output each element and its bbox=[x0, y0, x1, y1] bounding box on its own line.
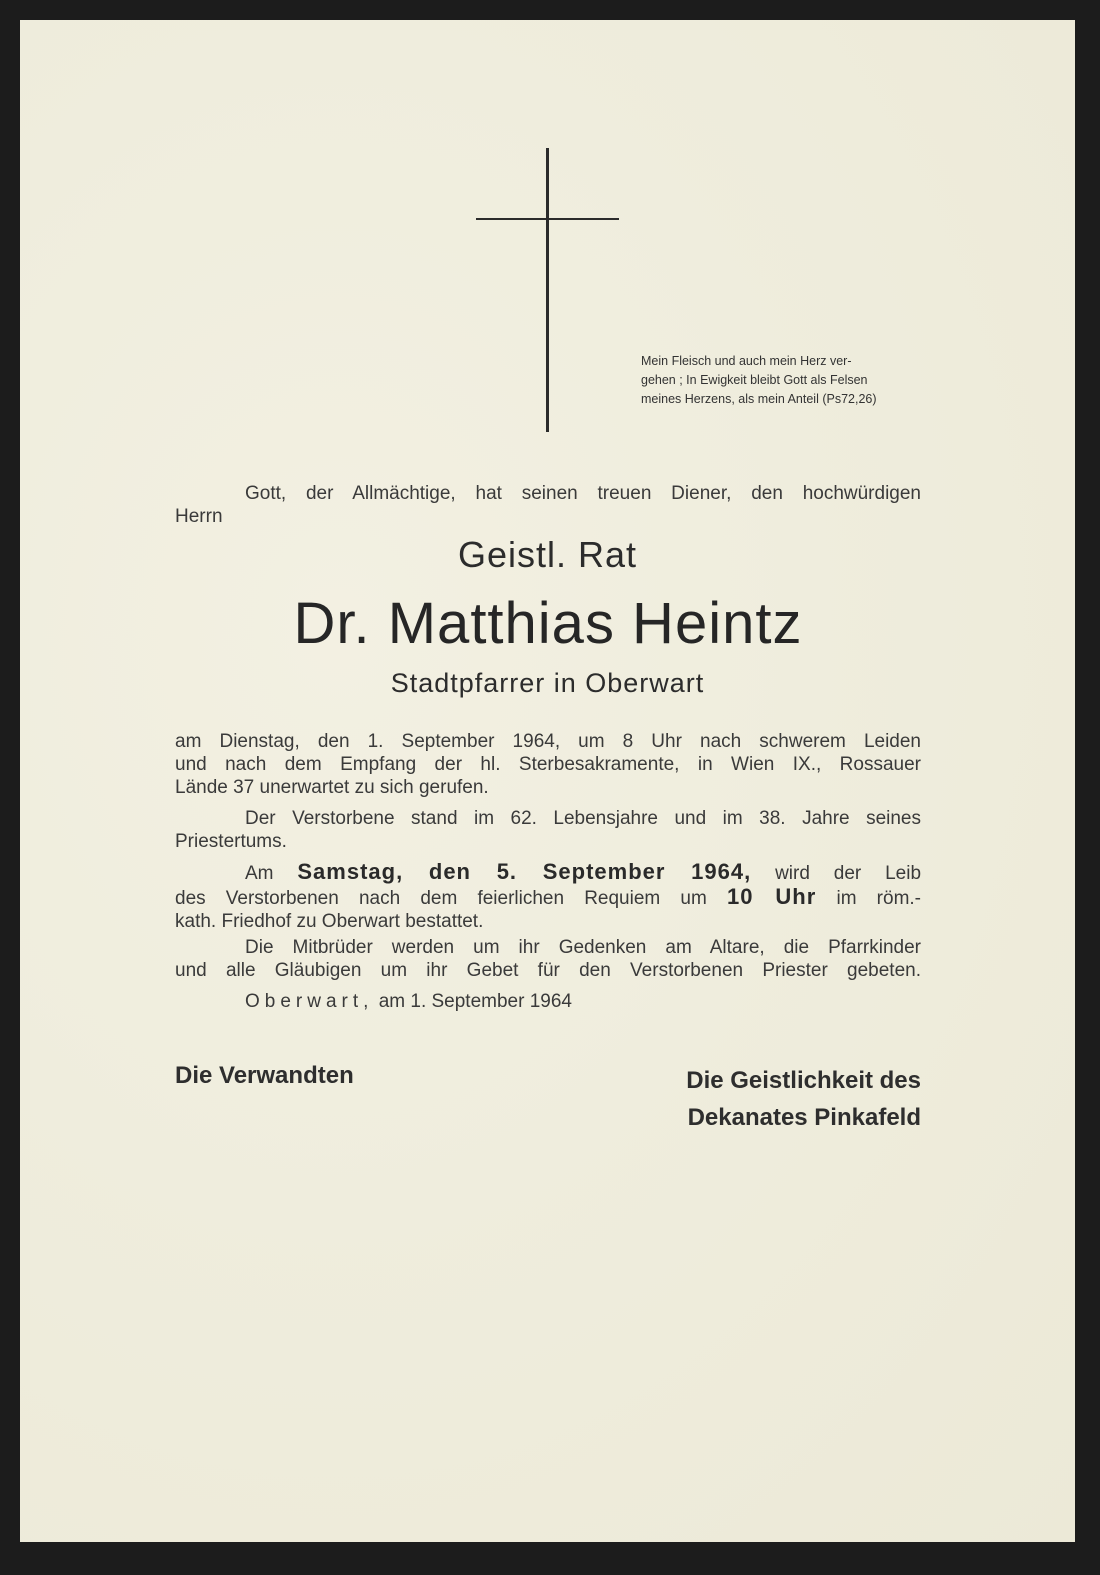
cross-icon-horizontal bbox=[476, 218, 619, 220]
psalm-line: gehen ; In Ewigkeit bleibt Gott als Felsen bbox=[641, 373, 868, 387]
burial-time: 10 Uhr bbox=[726, 884, 817, 909]
burial-pre: Am bbox=[245, 863, 274, 884]
remembrance-paragraph bbox=[175, 936, 921, 982]
signature-relatives: Die Verwandten bbox=[175, 1062, 354, 1089]
death-line: am Dienstag, den 1. September 1964, um 8 Uhr nach schwerem Leiden bbox=[175, 731, 921, 752]
burial-post: wird der Leib bbox=[775, 863, 922, 884]
burial-line2-pre: des Verstorbenen nach dem feierlichen Requiem um bbox=[175, 888, 707, 909]
age-line: Priestertums. bbox=[175, 831, 287, 852]
psalm-line: meines Herzens, als mein Anteil (Ps72,26) bbox=[641, 392, 877, 406]
psalm-quote bbox=[641, 352, 931, 409]
obituary-sheet bbox=[20, 20, 1075, 1542]
intro-line: Herrn bbox=[175, 506, 223, 527]
signature-clergy-line: Dekanates Pinkafeld bbox=[687, 1104, 921, 1131]
place-name: Oberwart, bbox=[245, 991, 374, 1012]
deceased-name: Dr. Matthias Heintz bbox=[293, 591, 803, 656]
intro-line: Gott, der Allmächtige, hat seinen treuen Diener, den hochwürdigen bbox=[245, 483, 921, 504]
signature-clergy-line: Die Geistlichkeit des bbox=[686, 1067, 921, 1094]
psalm-line: Mein Fleisch und auch mein Herz ver- bbox=[641, 354, 852, 368]
place-date-value: am 1. September 1964 bbox=[378, 991, 572, 1012]
burial-date: Samstag, den 5. September 1964, bbox=[297, 859, 752, 884]
death-line: Lände 37 unerwartet zu sich gerufen. bbox=[175, 777, 489, 798]
cross-icon-vertical bbox=[546, 148, 549, 432]
place-date bbox=[175, 990, 921, 1013]
signature-clergy bbox=[620, 1062, 921, 1136]
age-line: Der Verstorbene stand im 62. Lebensjahre und im 38. Jahre seines bbox=[245, 808, 921, 829]
deceased-rank: Geistl. Rat bbox=[457, 534, 638, 575]
burial-line bbox=[175, 860, 921, 885]
intro-paragraph bbox=[175, 482, 921, 528]
age-paragraph bbox=[175, 807, 921, 853]
burial-line bbox=[175, 885, 921, 910]
deceased-office: Stadtpfarrer in Oberwart bbox=[390, 668, 705, 698]
remembrance-line: Die Mitbrüder werden um ihr Gedenken am Altare, die Pfarrkinder bbox=[245, 937, 921, 958]
death-paragraph bbox=[175, 730, 921, 799]
remembrance-line: und alle Gläubigen um ihr Gebet für den Verstorbenen Priester gebeten. bbox=[175, 960, 921, 981]
place-date-line bbox=[175, 990, 921, 1013]
death-line: und nach dem Empfang der hl. Sterbesakramente, in Wien IX., Rossauer bbox=[175, 754, 921, 775]
burial-line: kath. Friedhof zu Oberwart bestattet. bbox=[175, 911, 484, 932]
burial-line2-post: im röm.- bbox=[836, 888, 921, 909]
burial-paragraph bbox=[175, 860, 921, 933]
